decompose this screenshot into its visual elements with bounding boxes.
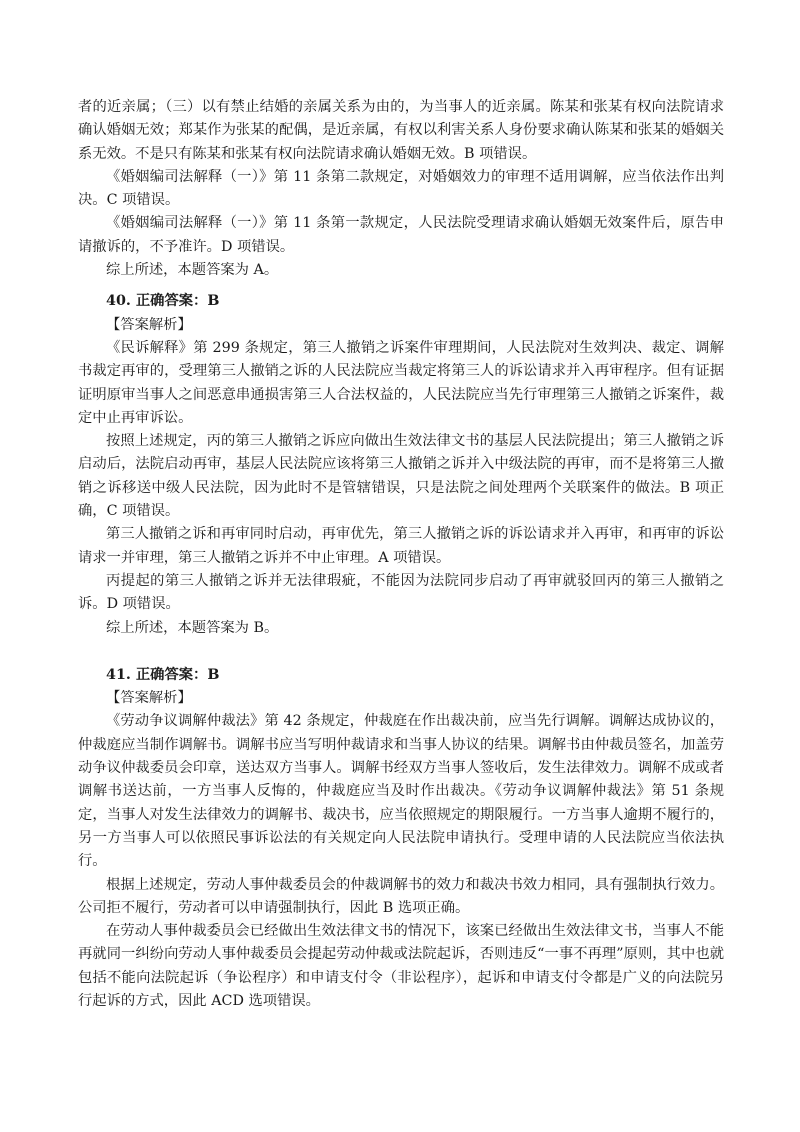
question-41 [78,664,724,1013]
paragraph: 按照上述规定，丙的第三人撤销之诉应向做出生效法律文书的基层人民法院提出；第三人撤销之诉启动后，法院启动再审，基层人民法院应该将第三人撤销之诉并入中级法院的再审，而不是将第三人撤销之诉移送中级人民法院，因为此时不是管辖错误，只是法院之间处理两个关联案件的做法。B 项正确，C 项错误。 [78,433,724,520]
paragraph: 《婚姻编司法解释（一）》第 11 条第二款规定，对婚姻效力的审理不适用调解，应当依法作出判决。C 项错误。 [78,168,724,209]
paragraph: 根据上述规定，劳动人事仲裁委员会的仲裁调解书的效力和裁决书效力相同，具有强制执行效力。公司拒不履行，劳动者可以申请强制执行，因此 B 选项正确。 [78,876,724,916]
question-39-tail [78,96,724,282]
analysis-label: 【答案解析】 [106,316,192,333]
paragraph: 《婚姻编司法解释（一）》第 11 条第一款规定，人民法院受理请求确认婚姻无效案件后，原告申请撤诉的，不予准许。D 项错误。 [78,215,724,255]
paragraph: 者的近亲属；（三）以有禁止结婚的亲属关系为由的，为当事人的近亲属。陈某和张某有权向法院请求确认婚姻无效；郑某作为张某的配偶，是近亲属，有权以利害关系人身份要求确认陈某和张某的婚姻关系无效。不是只有陈某和张某有权向法院请求确认婚姻无效。B 项错误。 [78,99,724,162]
paragraph: 综上所述，本题答案为 B。 [106,619,279,636]
question-40 [78,290,724,639]
answer-heading: 40. 正确答案：B [106,293,220,310]
paragraph: 《民诉解释》第 299 条规定，第三人撤销之诉案件审理期间，人民法院对生效判决、裁定、调解书裁定再审的，受理第三人撤销之诉的人民法院应当裁定将第三人的诉讼请求并入再审程序。但有证据证明原审当事人之间恶意串通损害第三人合法权益的，人民法院应当先行审理第三人撤销之诉案件，裁定中止再审诉讼。 [78,339,724,426]
paragraph: 丙提起的第三人撤销之诉并无法律瑕疵，不能因为法院同步启动了再审就驳回丙的第三人撤销之诉。D 项错误。 [78,572,724,613]
document-body [78,96,724,1013]
paragraph: 在劳动人事仲裁委员会已经做出生效法律文书的情况下，该案已经做出生效法律文书，当事人不能再就同一纠纷向劳动人事仲裁委员会提起劳动仲裁或法院起诉，否则违反“一事不再理”原则，其中也就包括不能向法院起诉（争讼程序）和申请支付令（非讼程序），起诉和申请支付令都是广义的向法院另行起诉的方式，因此 ACD 选项错误。 [78,923,724,1009]
paragraph: 综上所述，本题答案为 A。 [106,262,279,279]
paragraph: 第三人撤销之诉和再审同时启动，再审优先，第三人撤销之诉的诉讼请求并入再审，和再审的诉讼请求一并审理，第三人撤销之诉并不中止审理。A 项错误。 [78,526,724,566]
analysis-label: 【答案解析】 [106,690,192,707]
answer-heading: 41. 正确答案：B [106,666,220,683]
paragraph: 《劳动争议调解仲裁法》第 42 条规定，仲裁庭在作出裁决前，应当先行调解。调解达成协议的，仲裁庭应当制作调解书。调解书应当写明仲裁请求和当事人协议的结果。调解书由仲裁员签名，加盖劳动争议仲裁委员会印章，送达双方当事人。调解书经双方当事人签收后，发生法律效力。调解不成或者调解书送达前，一方当事人反悔的，仲裁庭应当及时作出裁决。《劳动争议调解仲裁法》第 51 条规定，当事人对发生法律效力的调解书、裁决书，应当依照规定的期限履行。一方当事人逾期不履行的，另一方当事人可以依照民事诉讼法的有关规定向人民法院申请执行。受理申请的人民法院应当依法执行。 [78,713,724,870]
